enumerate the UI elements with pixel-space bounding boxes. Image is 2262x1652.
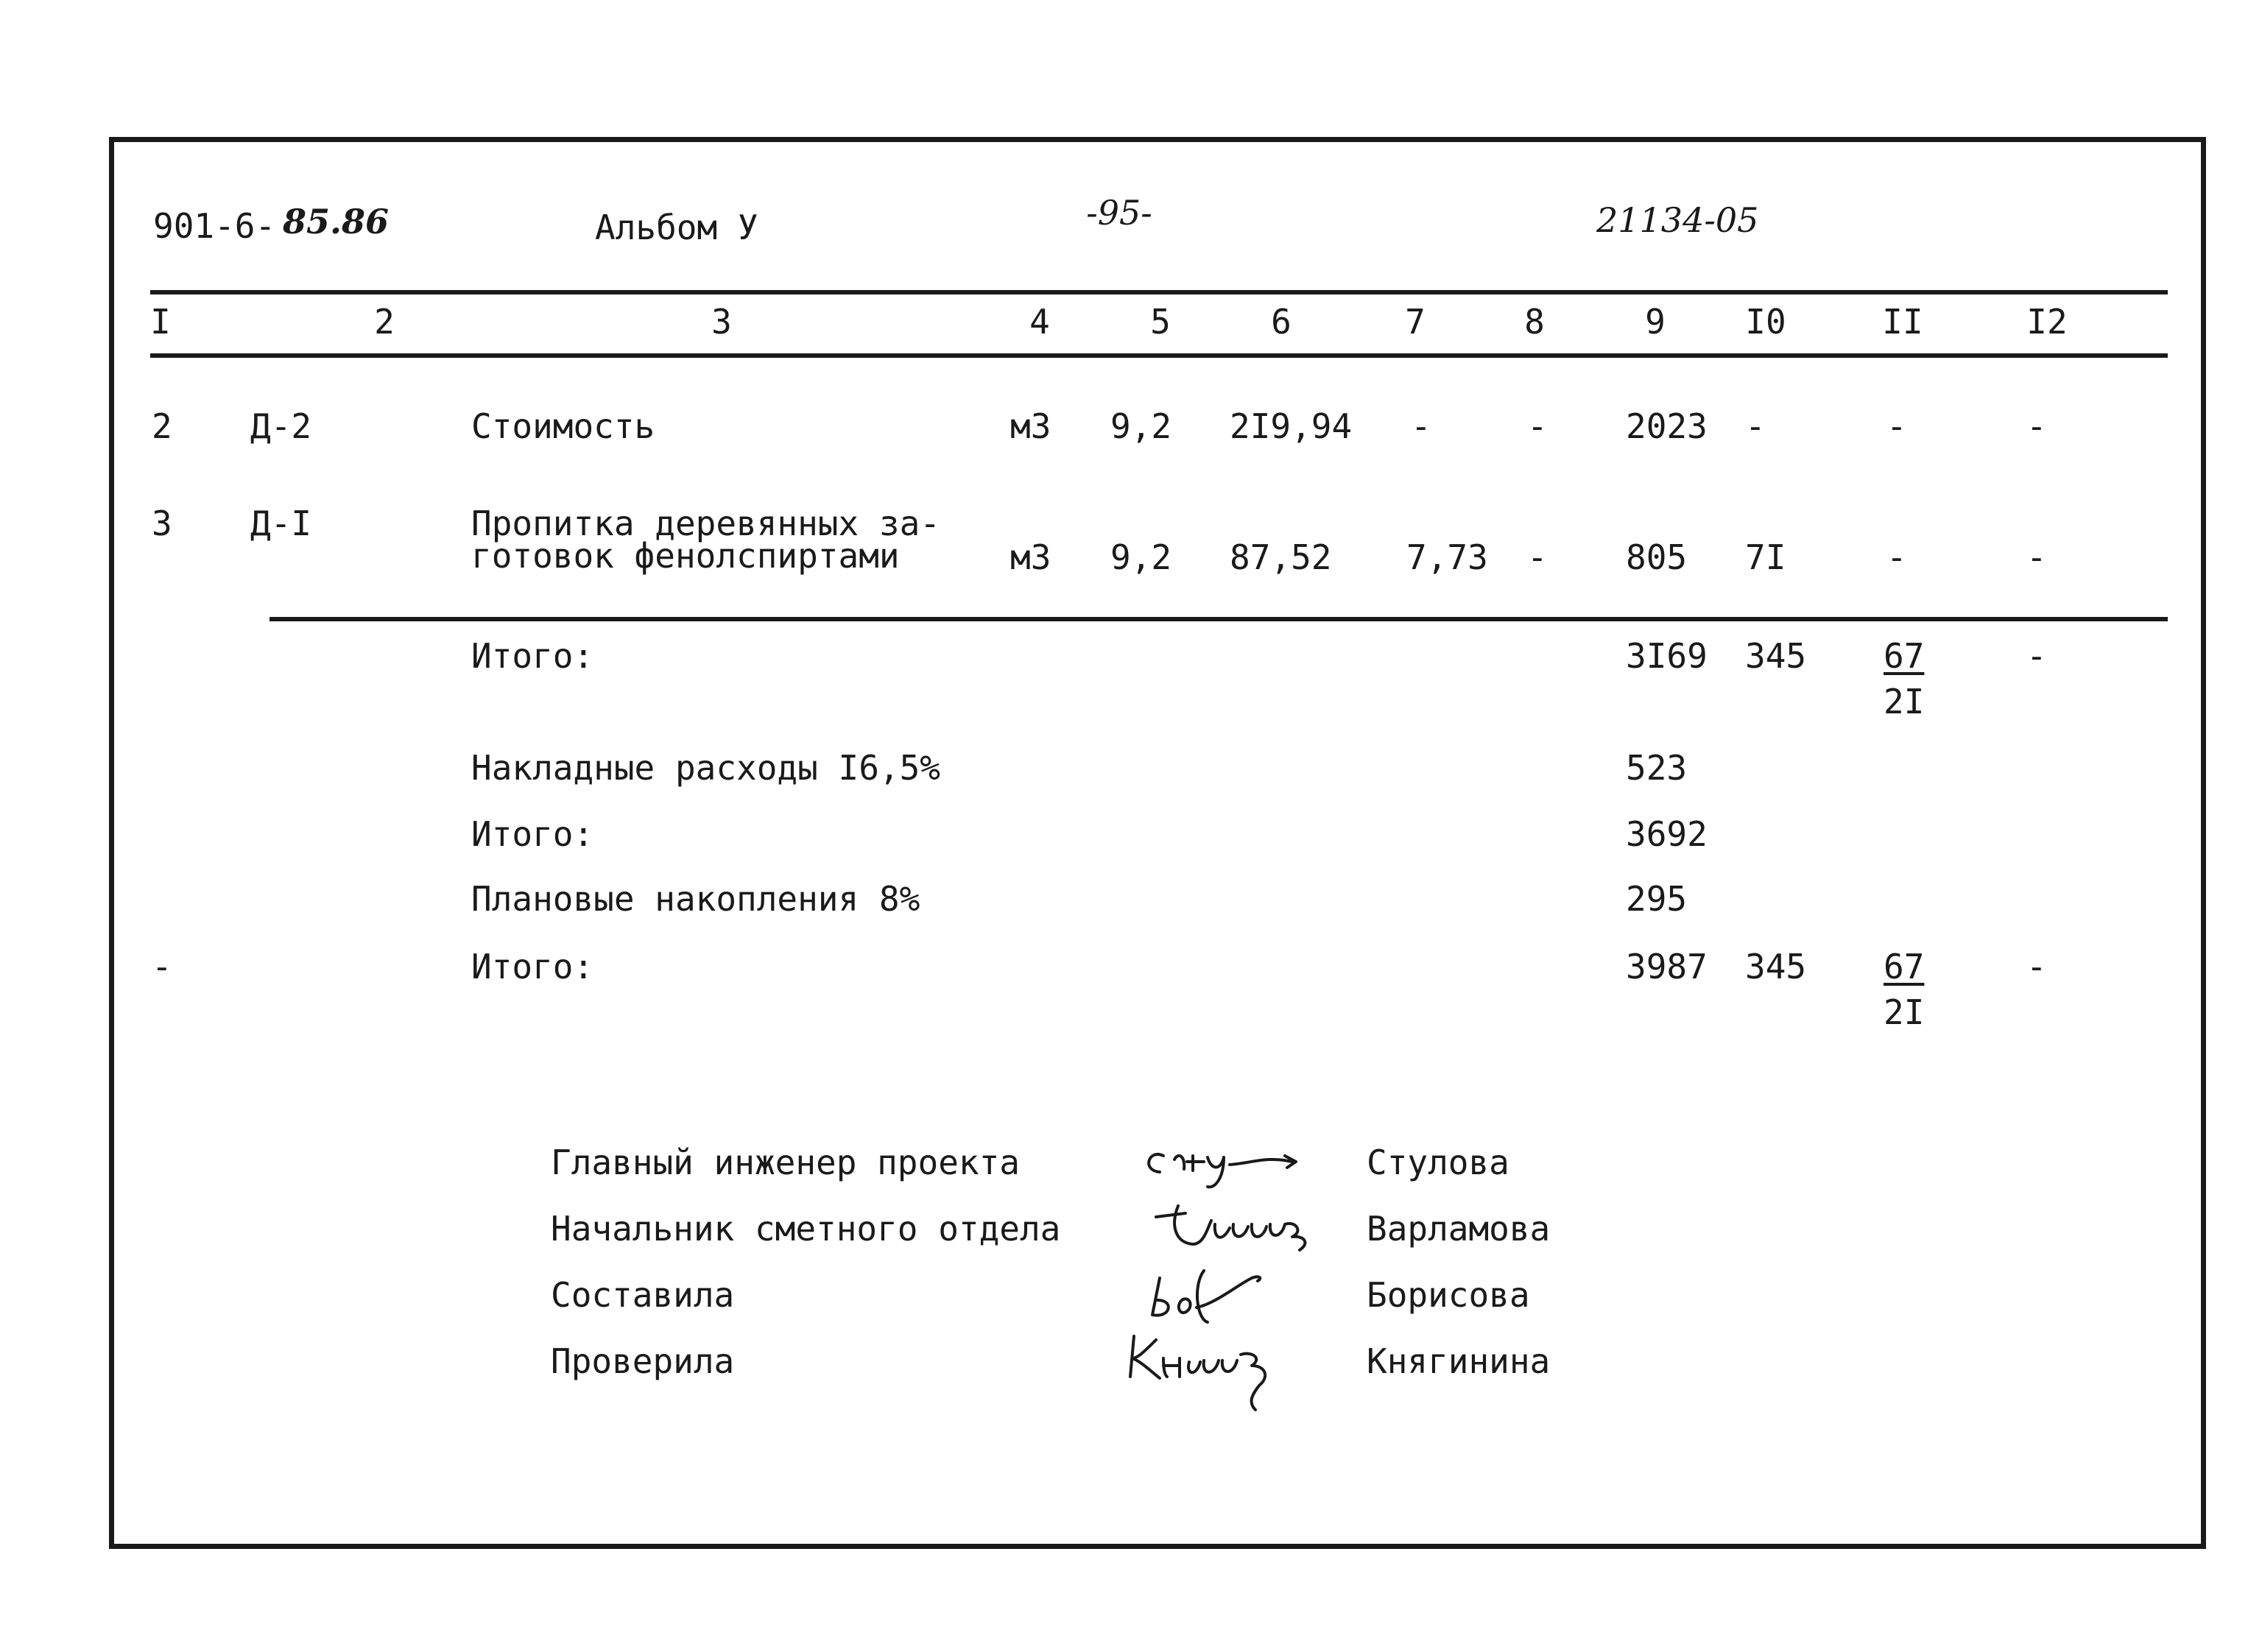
- reference-number: 21134-05: [1596, 200, 1759, 240]
- row-col11: -: [1886, 537, 1907, 577]
- signature-borisova-image: [1141, 1256, 1289, 1330]
- summary-col9: 3692: [1626, 814, 1708, 854]
- column-header: 9: [1645, 302, 1666, 342]
- column-header: I: [150, 302, 171, 342]
- column-header: 8: [1524, 302, 1545, 342]
- row-col12: -: [2026, 537, 2047, 577]
- summary-label: Итого:: [471, 636, 594, 676]
- row-index: 2: [152, 406, 172, 446]
- column-header: 6: [1271, 302, 1292, 342]
- summary-col11-top: 67: [1884, 636, 1925, 676]
- summary-label: Итого:: [471, 947, 594, 986]
- header-rule-bottom: [150, 353, 2168, 358]
- signature-knyaginina-image: [1119, 1325, 1318, 1413]
- row-col9: 805: [1626, 537, 1688, 577]
- row-unit: м3: [1010, 537, 1051, 577]
- summary-col9: 3I69: [1626, 636, 1708, 676]
- album-title: Альбом У: [595, 208, 758, 247]
- signature-varlamova-image: [1149, 1191, 1340, 1257]
- row-name: Стоимость: [471, 406, 655, 446]
- summary-label: Накладные расходы I6,5%: [471, 748, 940, 788]
- row-col12: -: [2026, 406, 2047, 446]
- totals-rule: [269, 617, 2168, 621]
- row-quantity: 9,2: [1110, 537, 1172, 577]
- summary-label: Плановые накопления 8%: [471, 879, 920, 919]
- summary-label: Итого:: [471, 814, 594, 854]
- row-unit: м3: [1010, 406, 1051, 446]
- summary-col9: 295: [1626, 879, 1688, 919]
- column-header: I2: [2026, 302, 2068, 342]
- row-col11: -: [1886, 406, 1907, 446]
- summary-col12: -: [2026, 636, 2047, 676]
- row-col10: 7I: [1745, 537, 1786, 577]
- summary-mark: -: [152, 947, 172, 986]
- signature-role: Составила: [551, 1275, 735, 1315]
- summary-col11-bottom: 2I: [1884, 682, 1925, 721]
- row-price: 2I9,94: [1230, 406, 1353, 446]
- summary-col11-top: 67: [1884, 947, 1925, 986]
- signature-role: Проверила: [551, 1341, 735, 1381]
- summary-col9: 523: [1626, 748, 1688, 788]
- signature-name: Княгинина: [1367, 1341, 1551, 1381]
- doc-code: 901-6-: [153, 206, 276, 246]
- row-code: Д-2: [250, 406, 312, 446]
- column-header: II: [1882, 302, 1923, 342]
- row-price: 87,52: [1230, 537, 1332, 577]
- column-header: 3: [711, 302, 732, 342]
- column-header: I0: [1745, 302, 1786, 342]
- column-header: 2: [374, 302, 395, 342]
- row-col10: -: [1745, 406, 1766, 446]
- signature-name: Варламова: [1367, 1209, 1551, 1249]
- row-quantity: 9,2: [1110, 406, 1172, 446]
- row-col7: 7,73: [1406, 537, 1488, 577]
- signature-name: Борисова: [1367, 1275, 1530, 1315]
- row-name: Пропитка деревянных за-: [471, 504, 940, 543]
- doc-code-handwritten: 85.86: [283, 202, 390, 241]
- signature-role: Главный инженер проекта: [551, 1143, 1020, 1182]
- signature-stulova-image: [1134, 1126, 1325, 1193]
- summary-col12: -: [2026, 947, 2047, 986]
- summary-col9: 3987: [1626, 947, 1708, 986]
- column-header: 7: [1405, 302, 1426, 342]
- signature-name: Стулова: [1367, 1143, 1509, 1182]
- signature-role: Начальник сметного отдела: [551, 1209, 1061, 1249]
- row-code: Д-I: [250, 504, 312, 543]
- page-number: -95-: [1086, 193, 1152, 233]
- summary-col11-bottom: 2I: [1884, 992, 1925, 1032]
- row-index: 3: [152, 504, 172, 543]
- column-header: 4: [1029, 302, 1050, 342]
- column-header: 5: [1150, 302, 1171, 342]
- summary-col10: 345: [1745, 636, 1807, 676]
- row-col8: -: [1527, 537, 1548, 577]
- header-rule-top: [150, 290, 2168, 294]
- summary-col10: 345: [1745, 947, 1807, 986]
- row-col7: -: [1411, 406, 1431, 446]
- row-name-continued: готовок фенолспиртами: [471, 536, 900, 576]
- row-col8: -: [1527, 406, 1548, 446]
- row-col9: 2023: [1626, 406, 1708, 446]
